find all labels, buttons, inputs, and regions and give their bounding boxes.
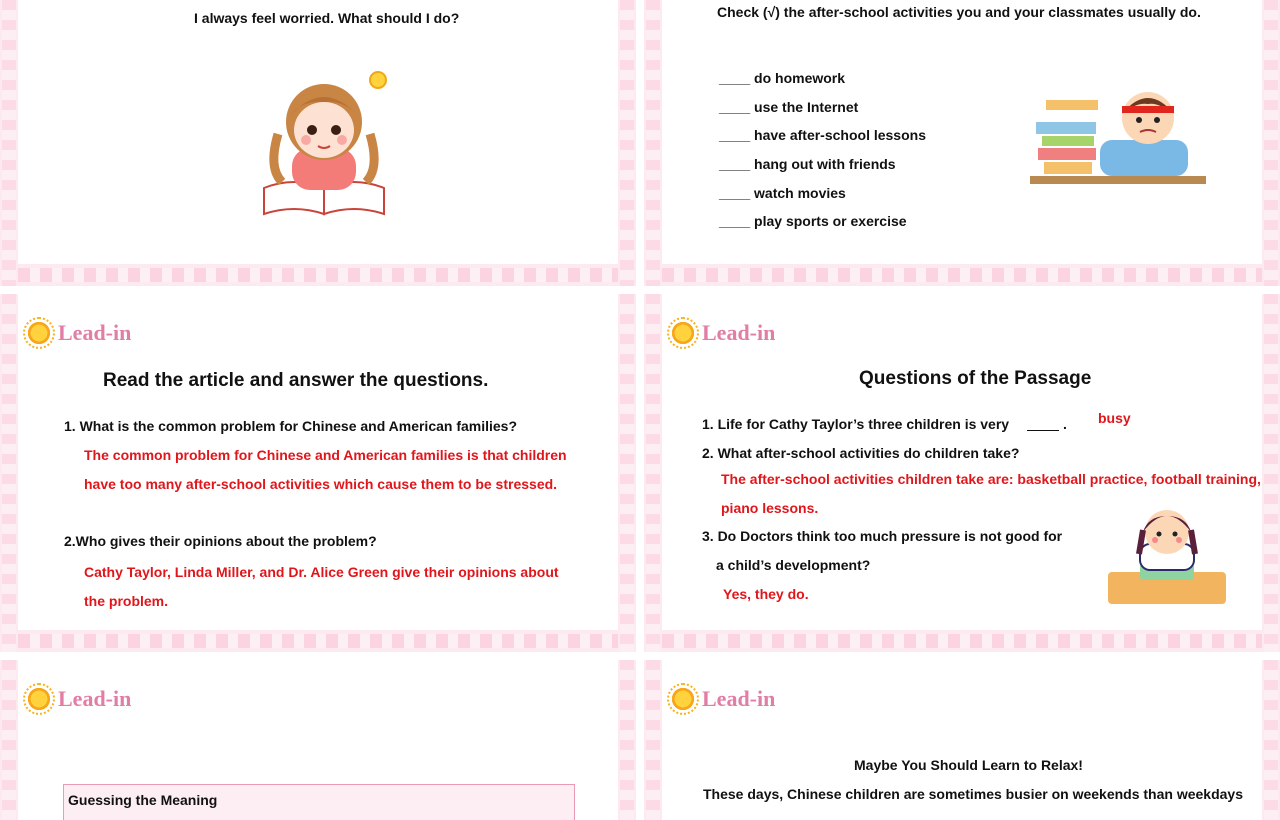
- question-2: 2. What after-school activities do children take?: [702, 445, 1020, 461]
- answer-2-line-1: The after-school activities children take are: basketball practice, football training,: [721, 471, 1261, 487]
- passage-title: Maybe You Should Learn to Relax!: [854, 757, 1083, 773]
- checklist-item: ____ have after-school lessons: [719, 127, 926, 143]
- question-1-end: .: [1062, 416, 1067, 432]
- slide-question: I always feel worried. What should I do?: [194, 10, 460, 26]
- border-stripe: [18, 268, 618, 282]
- border-stripe: [2, 0, 16, 286]
- border-stripe: [1264, 660, 1278, 820]
- border-stripe: [2, 660, 16, 820]
- slide-6[interactable]: [644, 660, 1280, 820]
- lead-in-header: [670, 318, 775, 348]
- border-stripe: [646, 0, 660, 286]
- slide-1[interactable]: [0, 0, 636, 286]
- answer-1: busy: [1098, 410, 1131, 426]
- border-stripe: [646, 660, 660, 820]
- slide-instruction: Check (√) the after-school activities you and your classmates usually do.: [717, 4, 1201, 20]
- slide-5[interactable]: [0, 660, 636, 820]
- question-3-line-1: 3. Do Doctors think too much pressure is not good for: [702, 528, 1063, 544]
- activity-box-title: Guessing the Meaning: [68, 792, 218, 808]
- question-3-line-2: a child’s development?: [716, 557, 871, 573]
- border-stripe: [18, 634, 618, 648]
- border-stripe: [620, 0, 634, 286]
- border-stripe: [646, 294, 660, 652]
- slide-3[interactable]: [0, 294, 636, 652]
- slide-content: [18, 660, 618, 820]
- question-2: 2.Who gives their opinions about the problem?: [64, 533, 377, 549]
- girl-writing-illustration: [1106, 506, 1228, 608]
- border-stripe: [620, 294, 634, 652]
- border-stripe: [620, 660, 634, 820]
- border-stripe: [1264, 294, 1278, 652]
- girl-reading-illustration: [254, 64, 404, 220]
- answer-2-line-1: Cathy Taylor, Linda Miller, and Dr. Alice Green give their opinions about: [84, 564, 559, 580]
- question-1-text: 1. Life for Cathy Taylor’s three children is very: [702, 416, 1010, 432]
- answer-1-line-2: have too many after-school activities which cause them to be stressed.: [84, 476, 558, 492]
- lead-in-label: Lead-in: [58, 686, 132, 711]
- activity-box: [63, 784, 575, 820]
- lead-in-header: [26, 318, 131, 348]
- slide-content: [18, 0, 618, 264]
- border-stripe: [662, 268, 1262, 282]
- question-1: 1. What is the common problem for Chinese and American families?: [64, 418, 518, 434]
- border-stripe: [1264, 0, 1278, 286]
- checklist-item: ____ use the Internet: [719, 99, 859, 115]
- lead-in-header: [670, 684, 775, 714]
- answer-blank: [1027, 430, 1059, 431]
- lead-in-label: Lead-in: [58, 320, 132, 345]
- sun-icon: [670, 686, 696, 712]
- passage-line: These days, Chinese children are sometimes busier on weekends than weekdays: [703, 786, 1243, 802]
- answer-2-line-2: piano lessons.: [721, 500, 819, 516]
- slide-content: [18, 294, 618, 630]
- sun-icon: [26, 686, 52, 712]
- lead-in-label: Lead-in: [702, 686, 776, 711]
- lead-in-header: [26, 684, 131, 714]
- slide-2[interactable]: [644, 0, 1280, 286]
- slide-content: [662, 0, 1262, 264]
- slide-content: [662, 294, 1262, 630]
- checklist-item: ____ watch movies: [719, 185, 846, 201]
- checklist-item: ____ hang out with friends: [719, 156, 896, 172]
- slide-title: Read the article and answer the questions.: [103, 370, 489, 391]
- answer-3: Yes, they do.: [723, 586, 809, 602]
- question-1: [702, 416, 1067, 432]
- checklist-item: ____ do homework: [719, 70, 846, 86]
- slide-content: [662, 660, 1262, 820]
- answer-2-line-2: the problem.: [84, 593, 169, 609]
- sun-icon: [26, 320, 52, 346]
- slide-4[interactable]: [644, 294, 1280, 652]
- sun-icon: [670, 320, 696, 346]
- boy-studying-illustration: [1028, 78, 1208, 188]
- checklist-item: ____ play sports or exercise: [719, 213, 907, 229]
- answer-1-line-1: The common problem for Chinese and American families is that children: [84, 447, 567, 463]
- border-stripe: [662, 634, 1262, 648]
- border-stripe: [2, 294, 16, 652]
- lead-in-label: Lead-in: [702, 320, 776, 345]
- slide-title: Questions of the Passage: [859, 368, 1092, 389]
